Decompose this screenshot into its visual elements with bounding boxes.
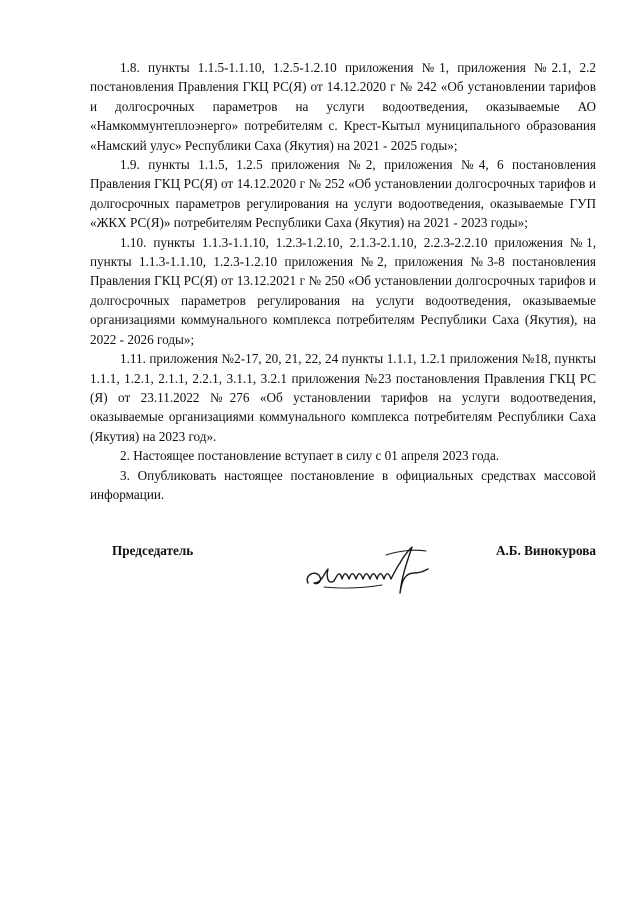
paragraph-3-publication: 3. Опубликовать настоящее постановление в официальных средствах массовой информации. [90, 467, 596, 502]
paragraph-1-9: 1.9. пункты 1.1.5, 1.2.5 приложения №2, приложения №4, 6 постановления Правления ГКЦ РС(Я) от 14.12.2020 г № 252 «Об установлении долгосрочных тарифов и долгосрочных параметров регулирования на услуги водоотведения, оказываемые ГУП «ЖКХ РС(Я)» потребителям Республики Саха (Якутия) на 2021 - 2023 годы»; [90, 157, 596, 231]
signatory-name: А.Б. Винокурова [495, 543, 596, 558]
document-body [90, 58, 596, 504]
signatory-title: Председатель [112, 543, 194, 558]
paragraph-1-10: 1.10. пункты 1.1.3-1.1.10, 1.2.3-1.2.10, 2.1.3-2.1.10, 2.2.3-2.2.10 приложения №1, пункты 1.1.3-1.1.10, 1.2.3-1.2.10 приложения №2, приложения №3-8 постановления Правления ГКЦ РС(Я) от 13.12.2021 г № 250 «Об установлении долгосрочных тарифов и долгосрочных параметров регулирования на услуги водоотведения, оказываемые организациями коммунального комплекса потребителям Республики Саха (Якутия), на 2022 - 2026 годы»; [90, 234, 596, 347]
handwritten-signature [302, 543, 432, 599]
paragraph-2-effective-date: 2. Настоящее постановление вступает в силу с 01 апреля 2023 года. [120, 448, 500, 464]
paragraph-1-8: 1.8. пункты 1.1.5-1.1.10, 1.2.5-1.2.10 приложения №1, приложения №2.1, 2.2 постановления Правления ГКЦ РС(Я) от 14.12.2020 г № 242 «Об установлении тарифов и долгосрочных параметров на услуги водоотведения, оказываемые АО «Намкоммунтеплоэнерго» потребителям с. Крест-Кытыл муниципального образования «Намский улус» Республики Саха (Якутия) на 2021 - 2025 годы»; [90, 60, 596, 153]
paragraph-1-11: 1.11. приложения №2-17, 20, 21, 22, 24 пункты 1.1.1, 1.2.1 приложения №18, пункты 1.1.1, 1.2.1, 2.1.1, 2.2.1, 3.1.1, 3.2.1 приложения №23 постановления Правления ГКЦ РС (Я) от 23.11.2022 №276 «Об установлении тарифов на услуги водоотведения, оказываемые организациями коммунального комплекса потребителям Республики Саха (Якутия) на 2023 год». [90, 351, 596, 444]
signature-block [90, 541, 596, 621]
